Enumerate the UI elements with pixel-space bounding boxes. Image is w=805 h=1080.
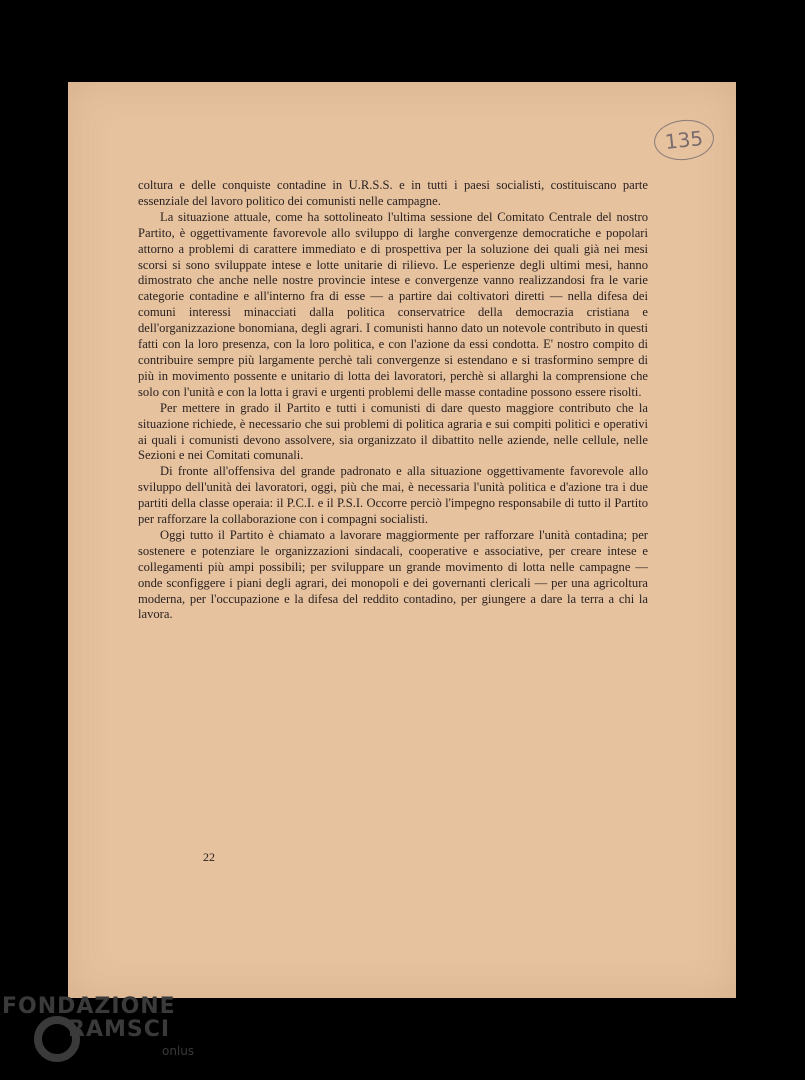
logo-line1: FONDAZIONE xyxy=(2,994,176,1019)
logo-onlus: onlus xyxy=(162,1044,195,1058)
page-number: 22 xyxy=(203,850,215,864)
paragraph-3: Per mettere in grado il Partito e tutti i comunisti di dare questo maggiore contributo che la situazione richiede, è necessario che sui problemi di politica agraria e sui compiti politici e operativi ai quali i comunisti devono assolvere, sia organizzato il dibattito nelle aziende, nelle cellule, nelle Sezioni e nei Comitati comunali. xyxy=(138,400,648,463)
paragraph-1: coltura e delle conquiste contadine in U.R.S.S. e in tutti i paesi socialisti, costituiscano parte essenziale del lavoro politico dei comunisti nelle campagne. xyxy=(138,178,648,208)
paragraph-5: Oggi tutto il Partito è chiamato a lavorare maggiormente per rafforzare l'unità contadina; per sostenere e potenziare le organizzazioni sindacali, cooperative e associative, per creare intese e collegamenti più ampi possibili; per sviluppare un grande movimento di lotta nelle campagne — onde sconfiggere i piani degli agrari, dei monopoli e dei governanti clericali — per una agricoltura moderna, per l'occupazione e la difesa del reddito contadino, per giungere a dare la terra a chi la lavora. xyxy=(138,527,648,622)
paragraph-4: Di fronte all'offensiva del grande padronato e alla situazione oggettivamente favorevole allo sviluppo dell'unità dei lavoratori, oggi, più che mai, è necessaria l'unità politica e d'azione tra i due partiti della classe operaia: il P.C.I. e il P.S.I. Occorre perciò l'impegno responsabile di tutto il Partito per rafforzare la collaborazione con i compagni socialisti. xyxy=(138,464,648,527)
fondazione-gramsci-logo xyxy=(0,994,210,1074)
archive-stamp-number: 135 xyxy=(652,117,716,163)
body-text xyxy=(138,178,648,623)
logo-line2: RAMSCI xyxy=(68,1017,171,1042)
paragraph-2: La situazione attuale, come ha sottolineato l'ultima sessione del Comitato Centrale del nostro Partito, è oggettivamente favorevole allo sviluppo di larghe convergenze democratiche e popolari attorno a problemi di carattere immediato e di prospettiva per la soluzione dei quali già nei mesi scorsi si sono sviluppate intese e lotte unitarie di rilievo. Le esperienze degli ultimi mesi, hanno dimostrato che anche nelle nostre provincie intese e convergenze vanno realizzandosi fra le varie categorie contadine e all'interno fra di esse — a partire dai coltivatori diretti — nella difesa dei comuni interessi minacciati dalla politica conservatrice della democrazia cristiana e dell'organizzazione bonomiana, degli agrari. I comunisti hanno dato un notevole contributo in questi fatti con la loro presenza, con la loro politica, e con l'azione da essi condotta. E' nostro compito di contribuire sempre più largamente perchè tali convergenze si estendano e si trasformino sempre di più in movimento possente e unitario di lotta dei lavoratori, perchè si allarghi la comprensione che solo con l'unità e con la lotta i gravi e urgenti problemi delle masse contadine possono essere risolti. xyxy=(138,209,648,399)
